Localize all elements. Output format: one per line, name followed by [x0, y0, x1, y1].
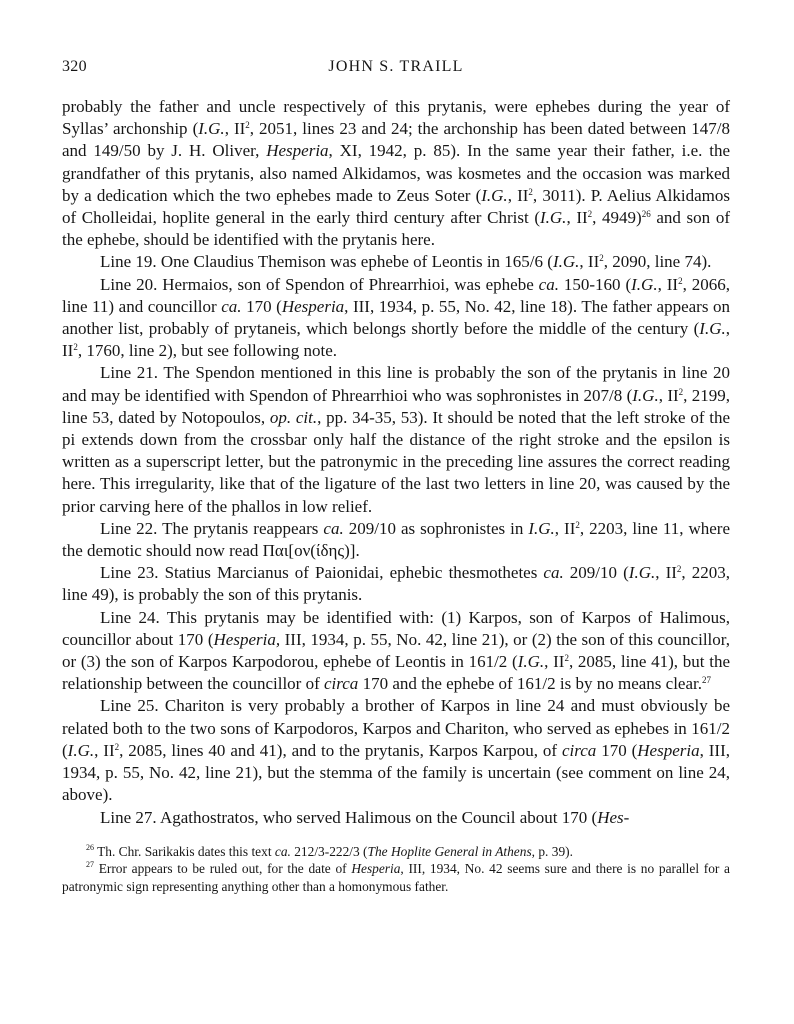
- footnote-26: $^{26}$ Th. Chr. Sarikakis dates this text ca. 212/3-222/3 (The Hoplite General in Athens, p. 39).: [86, 842, 573, 859]
- running-head: JOHN S. TRAILL: [328, 58, 464, 75]
- page-header: [62, 58, 730, 82]
- paragraph-line-19: Line 19. One Claudius Themison was ephebe of Leontis in 165/6 (I.G., $II^2$, 2090, line 74).: [100, 252, 712, 272]
- body-text: [62, 96, 730, 829]
- paragraph-line-25: Line 25. Chariton is very probably a brother of Karpos in line 24 and must obviously be related both to the two sons of Karpodoros, Karpos and Chariton, who served as ephebes in 161/2 (I.G., $II^2$, 2085, lines 40 and 41), and to the prytanis, Karpos Karpou, of circa 170 (Hesperia, III, 1934, p. 55, No. 42, line 21), but the stemma of the family is uncertain (see comment on line 24, above).: [62, 696, 730, 805]
- paragraph-line-21: Line 21. The Spendon mentioned in this line is probably the son of the prytanis in line 20 and may be identified with Spendon of Phrearrhioi who was sophronistes in 207/8 (I.G., $II^2$, 2199, line 53, dated by Notopoulos, op. cit., pp. 34-35, 53). It should be noted that the left stroke of the pi extends down from the crossbar only half the distance of the right stroke and the epsilon is written as a superscript letter, but the patronymic in the preceding line assures the correct reading here. This irregularity, like that of the ligature of the last two letters in line 20, was caused by the prior carving here of the phallos in low relief.: [62, 363, 731, 516]
- page: [62, 58, 730, 895]
- paragraph-line-27: Line 27. Agathostratos, who served Halimous on the Council about 170 (Hes-: [100, 807, 630, 827]
- paragraph: probably the father and uncle respectively of this prytanis, were ephebes during the year of Syllas’ archonship (I.G., $II^2$, 2051, lines 23 and 24; the archonship has been dated between 147/8 and 149/50 by J. H. Oliver, Hesperia, XI, 1942, p. 85). In the same year their father, i.e. the grandfather of this prytanis, also named Alkidamos, was kosmetes and the occasion was marked by a dedication which the two ephebes made to Zeus Soter (I.G., $II^2$, 3011). P. Aelius Alkidamos of Cholleidai, hoplite general in the early third century after Christ (I.G., $II^2$, 4949)$^{26}$ and son of the ephebe, should be identified with the prytanis here.: [62, 97, 731, 250]
- paragraph-line-20: Line 20. Hermaios, son of Spendon of Phrearrhioi, was ephebe ca. 150-160 (I.G., $II^2$, 2066, line 11) and councillor ca. 170 (Hesperia, III, 1934, p. 55, No. 42, line 18). The father appears on another list, probably of prytaneis, which belongs shortly before the middle of the century (I.G., $II^2$, 1760, line 2), but see following note.: [62, 274, 731, 361]
- paragraph-line-22: Line 22. The prytanis reappears ca. 209/10 as sophronistes in I.G., $II^2$, 2203, line 11, where the demotic should now read Παι[ον(ίδης)].: [62, 518, 730, 561]
- paragraph-line-24: Line 24. This prytanis may be identified with: (1) Karpos, son of Karpos of Halimous, councillor about 170 (Hesperia, III, 1934, p. 55, No. 42, line 21), or (2) the son of this councillor, or (3) the son of Karpos Karpodorou, ephebe of Leontis in 161/2 (I.G., $II^2$, 2085, line 41), but the relationship between the councillor of circa 170 and the ephebe of 161/2 is by no means clear.$^{27}$: [62, 607, 730, 694]
- page-number: 320: [62, 58, 87, 75]
- footnote-27: $^{27}$ Error appears to be ruled out, for the date of Hesperia, III, 1934, No. 42 seems sure and there is no parallel for a patronymic sign representing anything other than a homonymous father.: [62, 860, 730, 894]
- paragraph-line-23: Line 23. Statius Marcianus of Paionidai, ephebic thesmothetes ca. 209/10 (I.G., $II^2$, 2203, line 49), is probably the son of this prytanis.: [62, 563, 731, 605]
- footnotes: [62, 843, 730, 896]
